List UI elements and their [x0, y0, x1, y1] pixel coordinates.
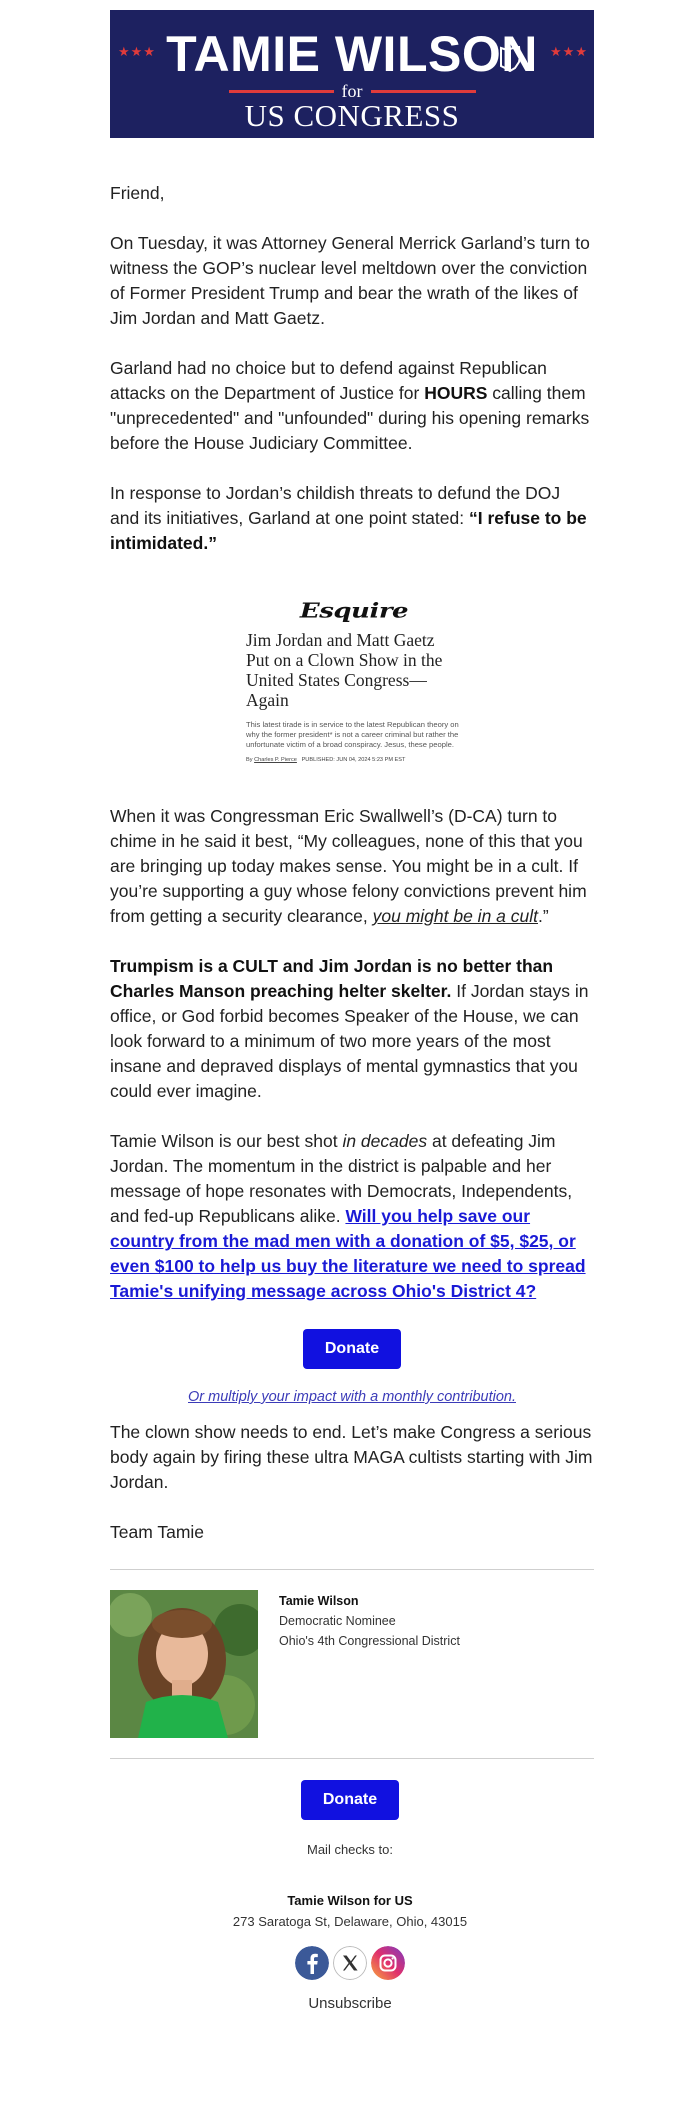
facebook-icon[interactable]	[295, 1946, 329, 1980]
instagram-icon[interactable]	[371, 1946, 405, 1980]
paragraph-6: Tamie Wilson is our best shot in decades at defeating Jim Jordan. The momentum in the district is palpable and her message of hope resonates with Democrats, Independents, and fed-up Republicans alike. Will you help save our country from the mad men with a donation of $5, $25, or even $100 to help us buy the literature we need to spread Tamie's unifying message across Ohio's District 4?	[110, 1131, 586, 1301]
banner-candidate-name: TAMIE WILSON	[166, 26, 538, 82]
footer-org-name: Tamie Wilson for US	[287, 1893, 413, 1908]
mail-checks-label: Mail checks to:	[307, 1842, 393, 1857]
donation-ask-link[interactable]: Will you help save our country from the mad men with a donation of $5, $25, or even $100 to help us buy the literature we need to spread Tamie's unifying message across Ohio's District 4?	[110, 1206, 586, 1301]
footer-donate-button[interactable]: Donate	[301, 1780, 399, 1820]
paragraph-4: When it was Congressman Eric Swallwell’s (D-CA) turn to chime in he said it best, “My colleagues, none of this that you are bringing up today makes sense. You might be in a cult. If you’re supporting a guy whose felony convictions prevent him from getting a security clearance, you might be in a cult.”	[110, 806, 587, 926]
banner-rule-right	[371, 90, 476, 93]
campaign-banner	[110, 10, 594, 138]
monthly-contribution-link[interactable]: Or multiply your impact with a monthly contribution.	[188, 1389, 516, 1405]
paragraph-5: Trumpism is a CULT and Jim Jordan is no better than Charles Manson preaching helter skelter. If Jordan stays in office, or God forbid becomes Speaker of the House, we can look forward to a minimum of two more years of the most insane and depraved displays of mental gymnastics that you could ever imagine.	[110, 956, 589, 1101]
signature-name: Tamie Wilson	[279, 1594, 359, 1608]
social-links	[0, 1946, 700, 1980]
candidate-portrait-image	[110, 1590, 258, 1738]
signature-details	[279, 1591, 460, 1738]
donate-button[interactable]: Donate	[303, 1329, 401, 1369]
signature-district: Ohio's 4th Congressional District	[279, 1634, 460, 1648]
candidate-photo	[110, 1590, 258, 1738]
article-headline: Jim Jordan and Matt Gaetz Put on a Clown Show in the United States Congress—Again	[246, 630, 443, 710]
article-byline: By Charles P. Pierce PUBLISHED: JUN 04, 2024 5:23 PM EST	[246, 757, 406, 763]
paragraph-1: On Tuesday, it was Attorney General Merrick Garland’s turn to witness the GOP’s nuclear level meltdown over the conviction of Former President Trump and bear the wrath of the likes of Jim Jordan and Matt Gaetz.	[110, 233, 590, 328]
ohio-state-icon	[498, 46, 522, 72]
email-body	[0, 10, 700, 2012]
greeting: Friend,	[110, 183, 165, 203]
esquire-logo: Esquire	[299, 599, 409, 623]
x-icon[interactable]	[333, 1946, 367, 1980]
article-dek: This latest tirade is in service to the latest Republican theory on why the former president* is not a career criminal but rather the unfortunate victim of a broad conspiracy. Jesus, these people.	[246, 720, 459, 749]
divider-bottom	[110, 1758, 594, 1759]
hours-emphasis: HOURS	[424, 383, 488, 403]
signature-block	[110, 1590, 594, 1738]
paragraph-3: In response to Jordan’s childish threats to defund the DOJ and its initiatives, Garland at one point stated: “I refuse to be intimidated.”	[110, 483, 587, 553]
cult-statement: Trumpism is a CULT and Jim Jordan is no better than Charles Manson preaching helter skelter.	[110, 956, 554, 1001]
paragraph-2: Garland had no choice but to defend against Republican attacks on the Department of Justice for HOURS calling them "unprecedented" and "unfounded" during his opening remarks before the House Judiciary Committee.	[110, 358, 590, 453]
signoff: Team Tamie	[110, 1522, 205, 1542]
paragraph-7: The clown show needs to end. Let’s make Congress a serious body again by firing these ultra MAGA cultists starting with Jim Jordan.	[110, 1422, 593, 1492]
divider-top	[110, 1569, 594, 1570]
unsubscribe-link[interactable]: Unsubscribe	[308, 1995, 392, 2012]
footer-address: 273 Saratoga St, Delaware, Ohio, 43015	[232, 1914, 468, 1929]
cult-emphasis: you might be in a cult	[372, 906, 538, 926]
banner-rule-left	[229, 90, 334, 93]
banner-office: US CONGRESS	[244, 98, 460, 133]
signature-title: Democratic Nominee	[279, 1614, 396, 1628]
esquire-article-image	[242, 598, 462, 763]
banner-for: for	[341, 80, 363, 101]
stars-right-icon: ★★★	[550, 44, 588, 59]
stars-left-icon: ★★★	[118, 44, 156, 59]
garland-quote: “I refuse to be intimidated.”	[110, 508, 587, 553]
